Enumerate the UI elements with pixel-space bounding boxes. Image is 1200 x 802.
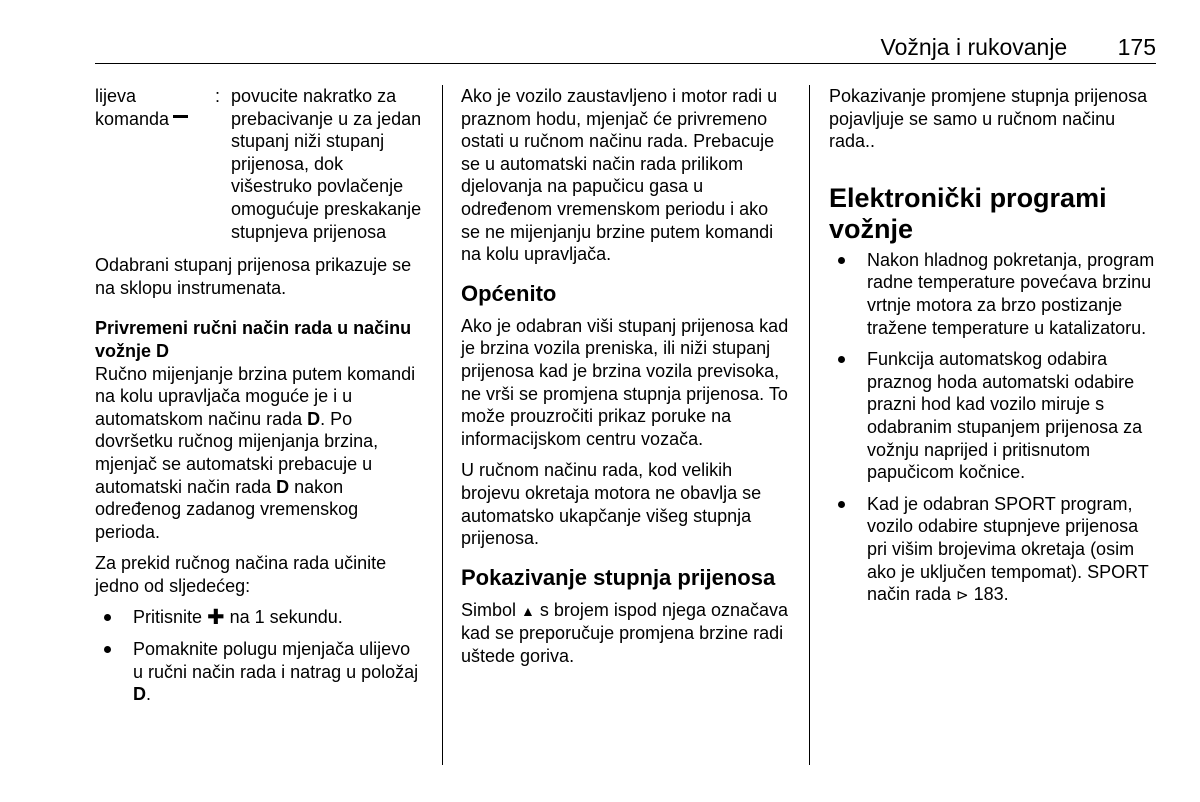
list-item: Nakon hladnog pokretanja, program radne temperature povećava brzinu vrtnje motora za brzo postizanje tražene temperature u katalizatoru.	[829, 249, 1159, 339]
paragraph: Odabrani stupanj prijenosa prikazuje se na sklopu instrumenata.	[95, 255, 412, 298]
section-heading: Općenito	[461, 280, 557, 306]
paragraph: U ručnom načinu rada, kod velikih brojevu okretaja motora ne obavlja se automatsko ukapčanje višeg stupnja prijenosa.	[461, 460, 762, 549]
minus-icon	[173, 115, 188, 118]
page-header	[0, 32, 1156, 62]
lever-term-line2: komanda	[95, 108, 170, 129]
subheading: Privremeni ručni način rada u načinu vožnje D	[95, 318, 412, 361]
shift-up-indicator-icon: ▲	[521, 602, 535, 619]
list-item: Funkcija automatskog odabira praznog hoda automatski odabire prazni hod kad vozilo miruje s odabranim stupanjem prijenosa za vožnju naprijed i pritisnutom papučicom kočnice.	[829, 348, 1159, 484]
lever-description: povucite nakratko za prebacivanje u za jedan stupanj niži stupanj prijenosa, dok višestruko povlačenje omogućuje preskakanje stupnjeva prijenosa	[231, 86, 422, 242]
column-divider	[809, 85, 810, 765]
lever-term-line1: lijeva	[95, 86, 137, 106]
header-divider	[95, 63, 1156, 64]
list-item: Kad je odabran SPORT program, vozilo odabire stupnjeve prijenosa pri višim brojevima okretaja (osim ako je uključen tempomat). SPORT način rada ⊳ 183.	[829, 493, 1159, 608]
lever-term	[95, 85, 215, 243]
page-reference[interactable]: 183.	[968, 584, 1009, 605]
paragraph: Ako je vozilo zaustavljeno i motor radi u praznom hodu, mjenjač će privremeno ostati u ručnom načinu rada. Prebacuje se u automatski način rada prilikom djelovanja na papučicu gasa u određenom vremenskom periodu i ako se ne mijenjanju brzine putem komandi na kolu upravljača.	[461, 86, 778, 265]
section-heading: Pokazivanje stupnja prijenosa	[461, 564, 776, 590]
column-1	[95, 85, 425, 715]
lever-colon: :	[215, 86, 221, 106]
list-item: Pritisnite ✚ na 1 sekundu.	[95, 606, 425, 629]
paragraph: Ručno mijenjanje brzina putem komandi na kolu upravljača moguće je i u automatskom načinu rada D. Po dovršetku ručnog mijenjanja brzina, mjenjač se automatski prebacuje u automatski način rada D nakon određenog zadanog vremenskog perioda.	[95, 363, 416, 542]
column-divider	[442, 85, 443, 765]
bullet-list	[829, 249, 1159, 608]
column-2	[461, 85, 791, 676]
chapter-title: Vožnja i rukovanje	[880, 34, 1068, 60]
page-reference-icon: ⊳	[956, 587, 969, 605]
plus-icon: ✚	[207, 606, 225, 630]
paragraph: Za prekid ručnog načina rada učinite jedno od sljedećeg:	[95, 553, 387, 596]
paragraph: Pokazivanje promjene stupnja prijenosa pojavljuje se samo u ručnom načinu rada..	[829, 86, 1148, 152]
lever-definition	[95, 85, 425, 243]
column-3	[829, 85, 1159, 617]
bullet-list	[95, 606, 425, 705]
paragraph: Ako je odabran viši stupanj prijenosa kad je brzina vozila preniska, ili niži stupanj prijenosa kad je brzina vozila previsoka, ne vrši se promjena stupnja prijenosa. To može prouzročiti prikaz poruke na informacijskom centru vozača.	[461, 315, 789, 449]
main-heading: Elektronički programi vožnje	[829, 182, 1107, 244]
list-item: Pomaknite polugu mjenjača ulijevo u ručni način rada i natrag u položaj D.	[95, 638, 425, 706]
paragraph: Simbol ▲ s brojem ispod njega označava kad se preporučuje promjena brzine radi uštede goriva.	[461, 599, 789, 666]
page-number: 175	[1117, 34, 1156, 60]
